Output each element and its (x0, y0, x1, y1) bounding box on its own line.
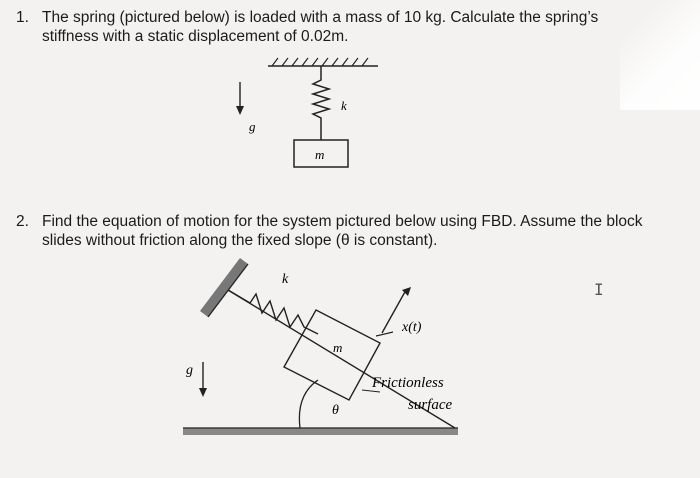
incline-block (284, 310, 380, 400)
wall-hatch (200, 258, 248, 317)
fig1-g-label: g (249, 119, 256, 134)
ceiling-hatch (272, 58, 368, 66)
fig2-surface-line2: surface (408, 397, 453, 413)
fig1-m-label: m (315, 147, 325, 162)
problem-1-text: The spring (pictured below) is loaded with a mass of 10 kg. Calculate the spring’s stiffness with a static displacement of 0.02m. (42, 9, 599, 45)
problem-2-number: 2. (16, 213, 29, 230)
gravity-arrowhead-1 (236, 106, 244, 115)
gravity-arrowhead-2 (199, 388, 207, 397)
xt-tick (376, 332, 393, 336)
problem-2-text: Find the equation of motion for the system pictured below using FBD. Assume the block slides without friction along the fixed slope (θ is constant). (42, 213, 643, 249)
spring-zigzag (313, 66, 329, 140)
problem-2 (16, 212, 666, 252)
fig2-surface-line1: Frictionless (372, 375, 444, 391)
ground-hatch (183, 428, 458, 435)
fig2-g-label: g (186, 363, 193, 378)
fig2-x-label: x(t) (402, 320, 422, 335)
fig2-k-label: k (282, 272, 289, 287)
incline-spring (228, 290, 318, 334)
fig2-m-label: m (333, 340, 343, 355)
problem-1-number: 1. (16, 9, 29, 26)
fig2-theta-label: θ (332, 403, 339, 418)
fig1-k-label: k (341, 98, 347, 113)
figure-incline (183, 258, 458, 435)
text-cursor-icon: I (594, 280, 604, 299)
theta-arc (299, 380, 318, 428)
